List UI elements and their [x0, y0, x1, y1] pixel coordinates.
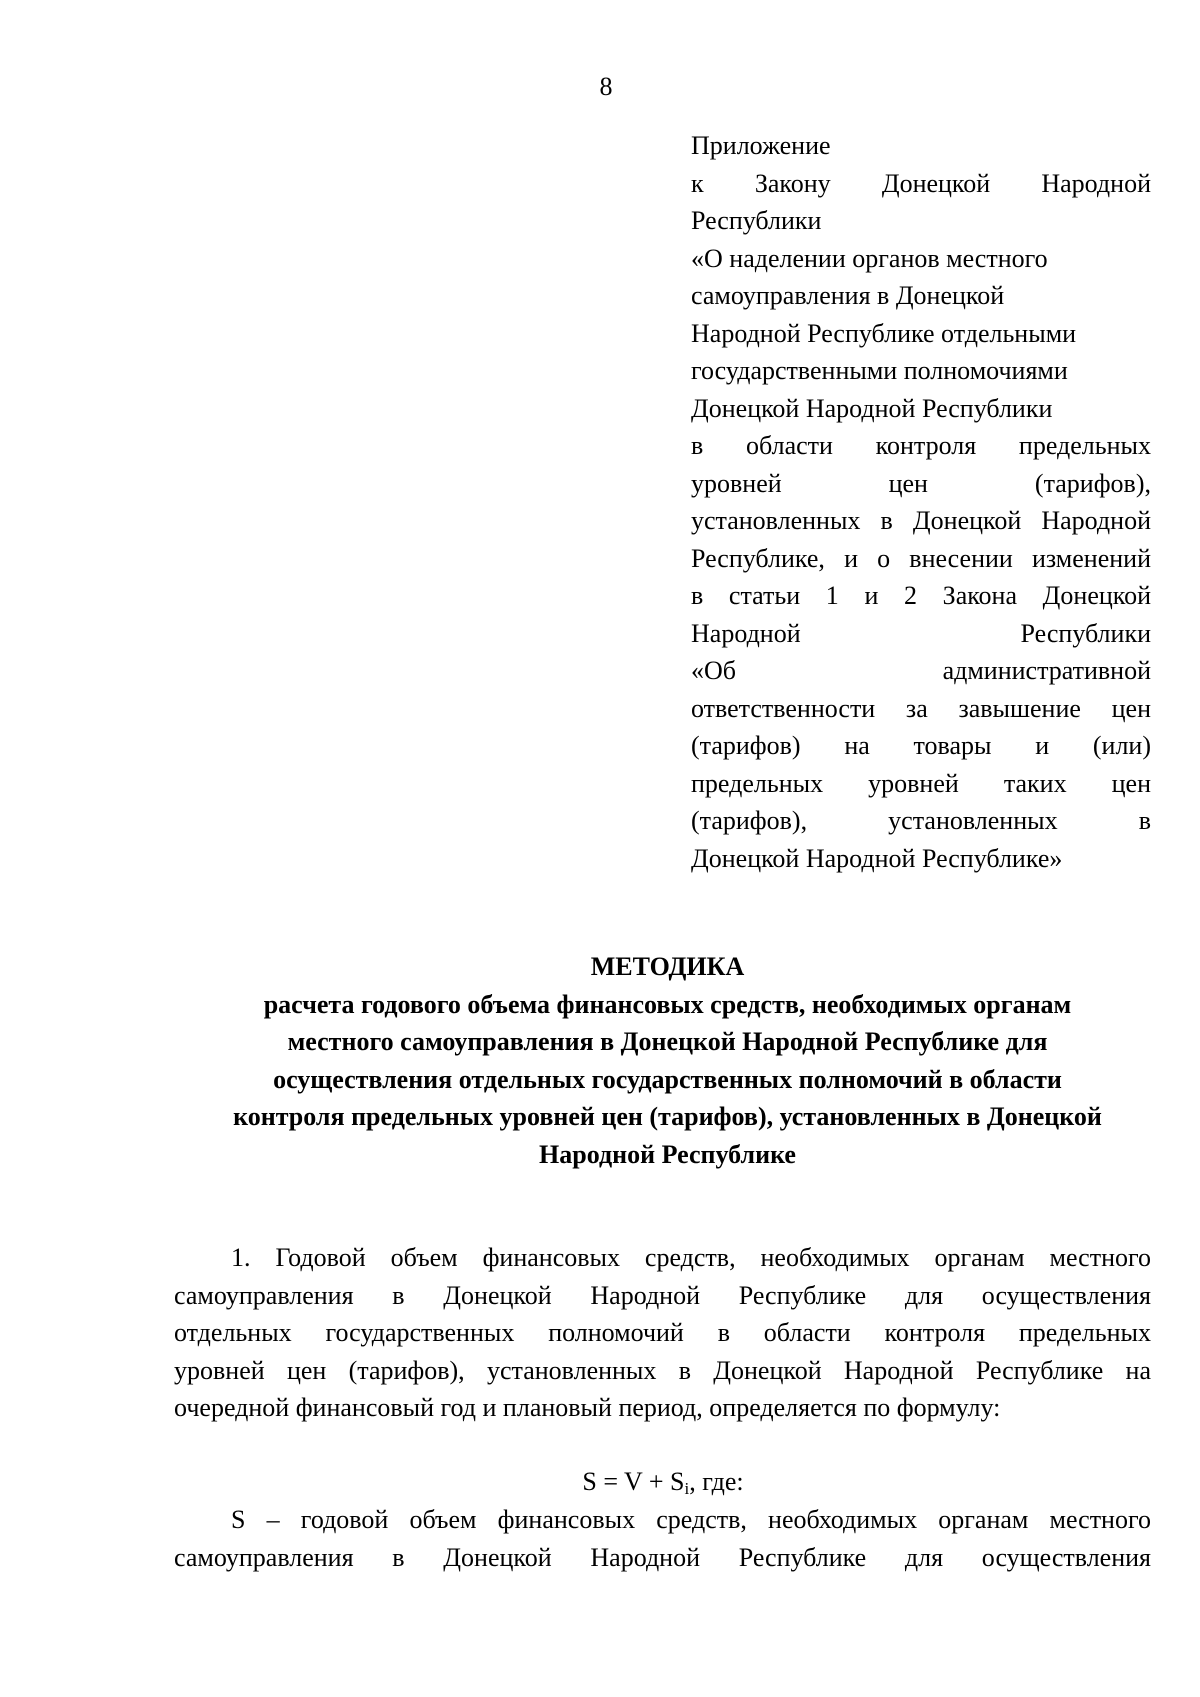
appendix-line: Приложение: [691, 131, 831, 160]
paragraph-line: очередной финансовый год и плановый период, определяется по формулу:: [174, 1393, 1001, 1422]
paragraph-line: 1. Годовой объем финансовых средств, необходимых органам местного: [231, 1243, 1151, 1272]
appendix-line: Народной Республике отдельными: [691, 318, 1077, 348]
appendix-line: уровней цен (тарифов),: [691, 468, 1151, 498]
title-subtitle-line: контроля предельных уровней цен (тарифов), установленных в Донецкой: [233, 1102, 1102, 1131]
appendix-line: Донецкой Народной Республике»: [691, 843, 1063, 873]
appendix-line: самоуправления в Донецкой: [691, 281, 1005, 310]
paragraph-line: самоуправления в Донецкой Народной Республике для осуществления: [174, 1542, 1151, 1572]
appendix-line: в области контроля предельных: [691, 431, 1151, 460]
formula-subscript: i: [684, 1479, 690, 1498]
appendix-line: (тарифов), установленных в: [691, 806, 1151, 835]
formula-tail: , где:: [689, 1467, 744, 1496]
appendix-line: Донецкой Народной Республики: [691, 393, 1053, 423]
appendix-line: «Об административной: [691, 656, 1151, 685]
paragraph-line: отдельных государственных полномочий в области контроля предельных: [174, 1318, 1151, 1347]
document-title: [130, 948, 1200, 1173]
appendix-line: (тарифов) на товары и (или): [691, 731, 1151, 760]
appendix-line: предельных уровней таких цен: [691, 768, 1151, 798]
appendix-line: ответственности за завышение цен: [691, 693, 1151, 723]
appendix-line: в статьи 1 и 2 Закона Донецкой: [691, 581, 1151, 610]
paragraph-2: [174, 1501, 1151, 1576]
appendix-block: [691, 127, 1151, 877]
title-subtitle-line: расчета годового объема финансовых средств, необходимых органам: [263, 989, 1072, 1019]
appendix-line: Республике, и о внесении изменений: [691, 543, 1151, 573]
formula: [0, 1463, 1200, 1501]
title-heading: МЕТОДИКА: [590, 952, 745, 981]
page-number: 8: [599, 72, 613, 101]
paragraph-line: S – годовой объем финансовых средств, необходимых органам местного: [231, 1505, 1151, 1534]
appendix-line: установленных в Донецкой Народной: [691, 506, 1151, 535]
paragraph-1: [174, 1239, 1151, 1427]
title-subtitle-line: осуществления отдельных государственных полномочий в области: [273, 1064, 1062, 1094]
title-subtitle-line: Народной Республике: [539, 1139, 796, 1169]
paragraph-line: уровней цен (тарифов), установленных в Донецкой Народной Республике на: [174, 1355, 1151, 1385]
appendix-line: Республики: [691, 206, 822, 235]
appendix-line: Народной Республики: [691, 618, 1151, 648]
appendix-line: государственными полномочиями: [691, 356, 1068, 385]
title-subtitle-line: местного самоуправления в Донецкой Народной Республике для: [287, 1027, 1048, 1056]
formula-main: S = V + S: [582, 1467, 685, 1496]
paragraph-line: самоуправления в Донецкой Народной Республике для осуществления: [174, 1280, 1151, 1310]
appendix-line: «О наделении органов местного: [691, 243, 1048, 273]
appendix-line: к Закону Донецкой Народной: [691, 168, 1151, 198]
